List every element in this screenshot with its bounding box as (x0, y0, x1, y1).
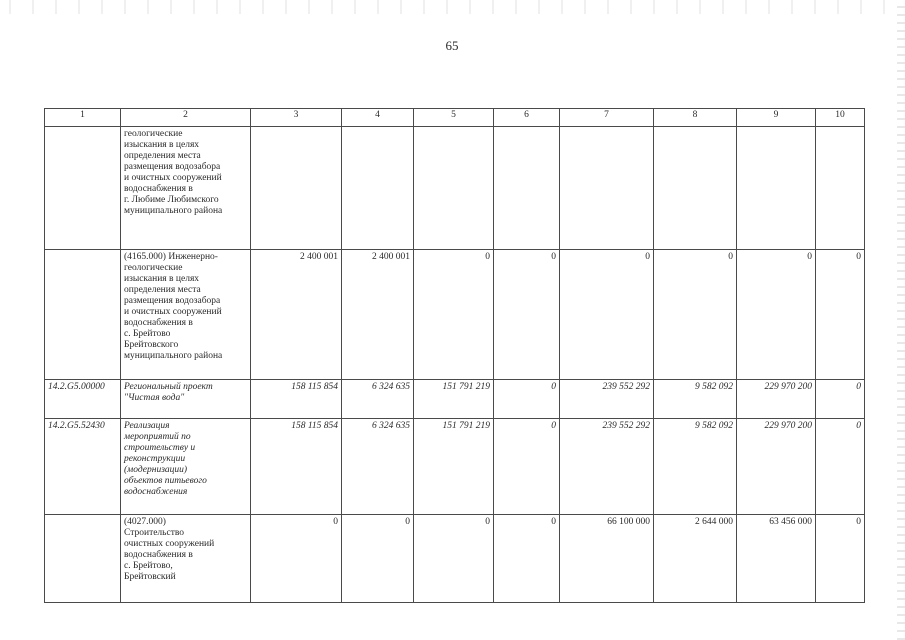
column-header: 2 (121, 109, 251, 127)
column-header: 9 (737, 109, 816, 127)
cell-col4: 2 400 001 (342, 250, 414, 380)
cell-col7 (560, 127, 654, 250)
cell-col4 (342, 127, 414, 250)
table-row (45, 250, 865, 380)
cell-col3: 2 400 001 (251, 250, 342, 380)
column-header: 10 (816, 109, 865, 127)
cell-col10: 0 (816, 250, 865, 380)
column-header: 8 (654, 109, 737, 127)
cell-col8: 9 582 092 (654, 380, 737, 419)
cell-col8 (654, 127, 737, 250)
cell-col10 (816, 127, 865, 250)
column-header: 5 (414, 109, 494, 127)
budget-table (44, 108, 865, 603)
cell-col8: 0 (654, 250, 737, 380)
cell-col3: 158 115 854 (251, 380, 342, 419)
row-description: Реализация мероприятий по строительству и реконструкции (модернизации) объектов питьевого водоснабжения (121, 419, 251, 515)
cell-col8: 2 644 000 (654, 515, 737, 603)
column-header: 6 (494, 109, 560, 127)
cell-col10: 0 (816, 380, 865, 419)
cell-col5: 0 (414, 250, 494, 380)
cell-col6: 0 (494, 380, 560, 419)
table-row (45, 419, 865, 515)
cell-col8: 9 582 092 (654, 419, 737, 515)
cell-col9: 229 970 200 (737, 419, 816, 515)
row-code (45, 250, 121, 380)
cell-col4: 6 324 635 (342, 419, 414, 515)
row-code: 14.2.G5.52430 (45, 419, 121, 515)
cell-col9 (737, 127, 816, 250)
cell-col9: 229 970 200 (737, 380, 816, 419)
table-row (45, 127, 865, 250)
row-description: (4027.000) Строительство очистных сооружений водоснабжения в с. Брейтово, Брейтовский (121, 515, 251, 603)
cell-col3: 158 115 854 (251, 419, 342, 515)
column-header: 4 (342, 109, 414, 127)
cell-col6: 0 (494, 419, 560, 515)
table-row (45, 515, 865, 603)
row-description: (4165.000) Инженерно- геологические изыскания в целях определения места размещения водозабора и очистных сооружений водоснабжения в с. Брейтово Брейтовского муниципального района (121, 250, 251, 380)
scan-noise-top (0, 0, 905, 14)
cell-col3: 0 (251, 515, 342, 603)
cell-col5: 0 (414, 515, 494, 603)
cell-col3 (251, 127, 342, 250)
column-header: 3 (251, 109, 342, 127)
page-number: 65 (445, 38, 459, 53)
cell-col4: 6 324 635 (342, 380, 414, 419)
row-code (45, 515, 121, 603)
column-header: 1 (45, 109, 121, 127)
cell-col4: 0 (342, 515, 414, 603)
cell-col5: 151 791 219 (414, 419, 494, 515)
cell-col6: 0 (494, 515, 560, 603)
cell-col6: 0 (494, 250, 560, 380)
table-row (45, 380, 865, 419)
row-code (45, 127, 121, 250)
cell-col5 (414, 127, 494, 250)
column-header: 7 (560, 109, 654, 127)
cell-col10: 0 (816, 515, 865, 603)
cell-col7: 0 (560, 250, 654, 380)
table-header-row (45, 109, 865, 127)
row-description: геологические изыскания в целях определения места размещения водозабора и очистных сооружений водоснабжения в г. Любиме Любимского муниципального района (121, 127, 251, 250)
cell-col9: 0 (737, 250, 816, 380)
cell-col10: 0 (816, 419, 865, 515)
cell-col7: 239 552 292 (560, 419, 654, 515)
cell-col6 (494, 127, 560, 250)
row-code: 14.2.G5.00000 (45, 380, 121, 419)
cell-col9: 63 456 000 (737, 515, 816, 603)
scan-noise-right-edge (897, 0, 905, 640)
cell-col7: 239 552 292 (560, 380, 654, 419)
row-description: Региональный проект "Чистая вода" (121, 380, 251, 419)
cell-col5: 151 791 219 (414, 380, 494, 419)
cell-col7: 66 100 000 (560, 515, 654, 603)
